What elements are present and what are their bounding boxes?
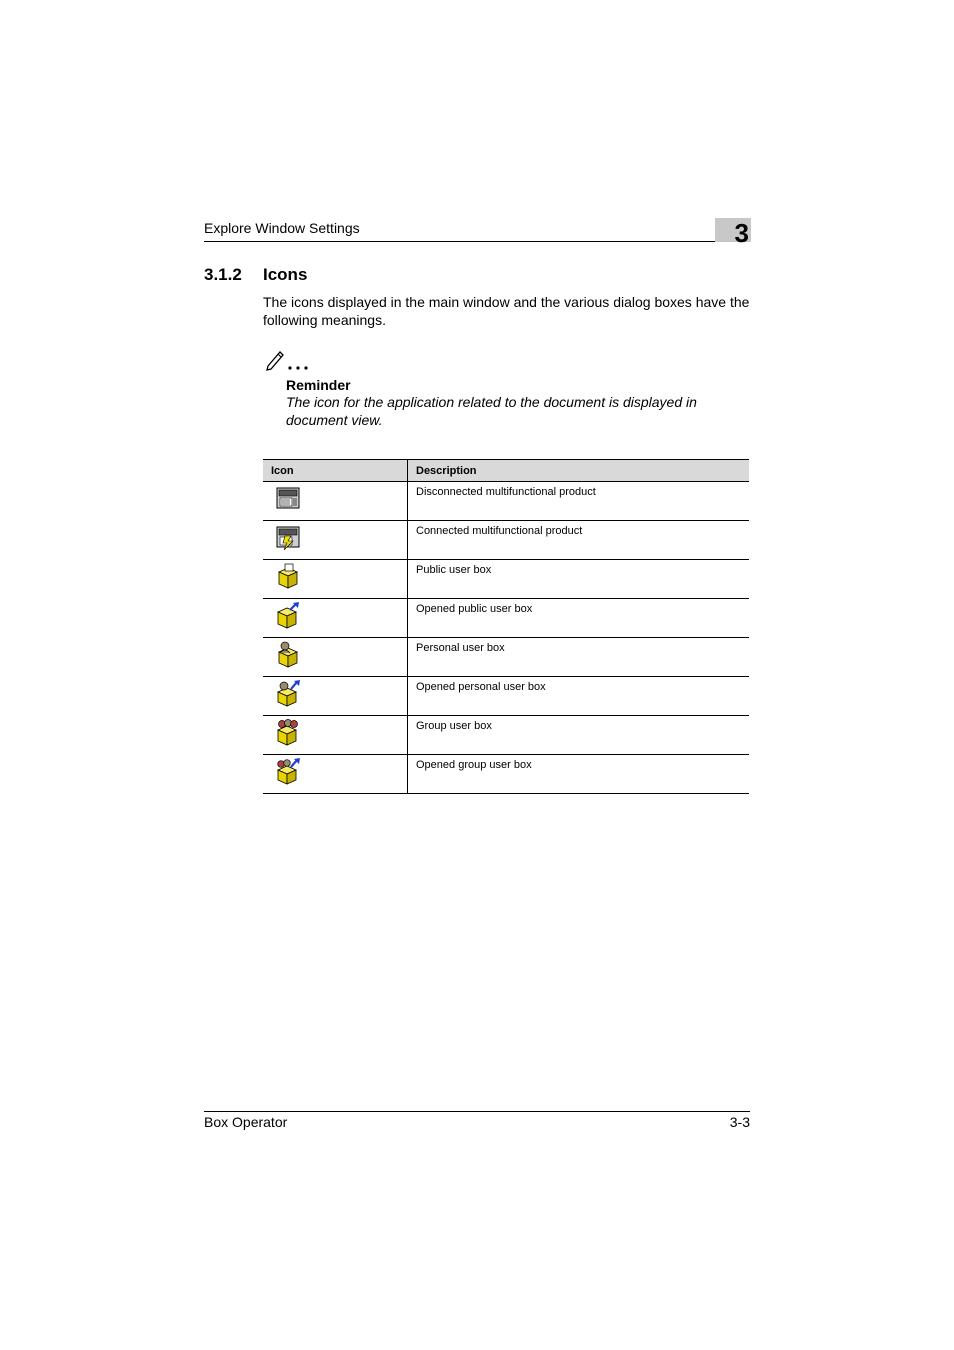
group-user-box-icon — [275, 718, 301, 746]
footer-divider — [204, 1111, 750, 1112]
table-row — [263, 521, 749, 560]
chapter-number-badge — [715, 218, 751, 248]
pencil-note-icon — [265, 346, 311, 372]
opened-public-user-box-icon — [275, 601, 301, 629]
row-description: Connected multifunctional product — [408, 521, 750, 560]
row-description: Personal user box — [408, 638, 750, 677]
public-user-box-icon — [275, 562, 301, 590]
section-number: 3.1.2 — [204, 265, 242, 284]
column-header-icon: Icon — [263, 460, 408, 482]
table-row — [263, 482, 749, 521]
table-row — [263, 638, 749, 677]
reminder-text: The icon for the application related to the document is displayed in document view. — [286, 394, 697, 428]
column-header-description: Description — [408, 460, 750, 482]
row-description: Opened personal user box — [408, 677, 750, 716]
table-row — [263, 599, 749, 638]
footer-page-number: 3-3 — [729, 1114, 750, 1130]
table-row — [263, 677, 749, 716]
icons-table — [263, 459, 749, 794]
reminder-label: Reminder — [286, 377, 351, 393]
row-description: Group user box — [408, 716, 750, 755]
row-description: Opened group user box — [408, 755, 750, 794]
disconnected-mfp-icon — [275, 484, 301, 512]
connected-mfp-icon — [275, 523, 301, 551]
header-divider — [204, 241, 750, 242]
table-header-row — [263, 460, 749, 482]
opened-personal-user-box-icon — [275, 679, 301, 707]
personal-user-box-icon — [275, 640, 301, 668]
row-description: Disconnected multifunctional product — [408, 482, 750, 521]
section-title: Icons — [263, 265, 308, 284]
running-header-title: Explore Window Settings — [204, 220, 360, 236]
table-row — [263, 716, 749, 755]
chapter-number: 3 — [734, 218, 749, 248]
row-description: Opened public user box — [408, 599, 750, 638]
row-description: Public user box — [408, 560, 750, 599]
opened-group-user-box-icon — [275, 757, 301, 785]
footer-product-name: Box Operator — [204, 1114, 288, 1130]
table-row — [263, 755, 749, 794]
table-row — [263, 560, 749, 599]
section-intro: The icons displayed in the main window and the various dialog boxes have the following meanings. — [263, 294, 750, 328]
